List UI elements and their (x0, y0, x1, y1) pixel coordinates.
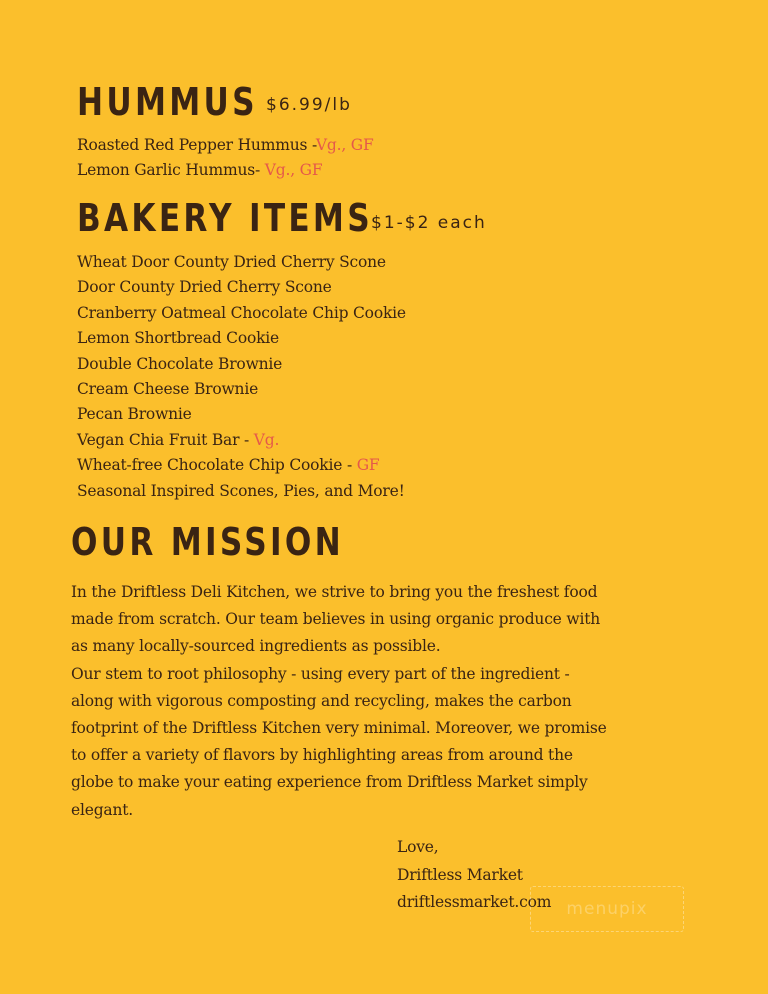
diet-tag: Vg. (253, 430, 280, 449)
mission-line: made from scratch. Our team believes in using organic produce with (71, 610, 601, 629)
list-item (77, 301, 406, 326)
list-item (77, 479, 406, 504)
item-name: Double Chocolate Brownie (77, 354, 283, 373)
bakery-price: $1-$2 each (371, 213, 487, 233)
list-item (77, 326, 406, 351)
website-text: driftlessmarket.com (397, 893, 552, 911)
mission-line: globe to make your eating experience from Driftless Market simply (71, 773, 588, 792)
mission-line: to offer a variety of flavors by highlighting areas from around the (71, 746, 573, 765)
item-name: Vegan Chia Fruit Bar - (77, 430, 254, 449)
item-name: Cream Cheese Brownie (77, 379, 259, 398)
bakery-heading: BAKERY ITEMS (77, 196, 373, 240)
item-name: Door County Dried Cherry Scone (77, 278, 332, 297)
item-name: Wheat Door County Dried Cherry Scone (77, 253, 386, 271)
item-name: Roasted Red Pepper Hummus - (77, 136, 316, 154)
item-name: Lemon Garlic Hummus- (77, 161, 265, 179)
menupix-watermark: menupix (530, 886, 684, 932)
diet-tag: Vg., GF (315, 136, 374, 154)
signoff (397, 834, 551, 917)
item-name: Lemon Shortbread Cookie (77, 329, 280, 348)
item-name: Seasonal Inspired Scones, Pies, and More! (77, 481, 405, 500)
item-name: Pecan Brownie (77, 405, 192, 424)
mission-line: footprint of the Driftless Kitchen very minimal. Moreover, we promise (71, 719, 607, 738)
list-item (77, 453, 406, 478)
diet-tag: Vg., GF (264, 161, 323, 179)
list-item (77, 158, 374, 183)
signoff-name: Driftless Market (397, 865, 523, 884)
item-name: Wheat-free Chocolate Chip Cookie - (77, 456, 357, 475)
mission-line: along with vigorous composting and recycling, makes the carbon (71, 691, 572, 710)
list-item (77, 275, 406, 300)
closing-text: Love, (397, 838, 439, 856)
mission-paragraph (71, 579, 671, 824)
bakery-list (77, 250, 406, 504)
mission-line: elegant. (71, 800, 134, 819)
mission-line: as many locally-sourced ingredients as possible. (71, 637, 441, 656)
hummus-list (77, 133, 374, 183)
list-item (77, 352, 406, 377)
mission-line: Our stem to root philosophy - using every part of the ingredient - (71, 664, 570, 683)
list-item (77, 402, 406, 427)
list-item (77, 428, 406, 453)
diet-tag: GF (356, 456, 380, 475)
list-item (77, 250, 406, 275)
list-item (77, 133, 374, 158)
mission-line: In the Driftless Deli Kitchen, we strive to bring you the freshest food (71, 583, 598, 601)
list-item (77, 377, 406, 402)
item-name: Cranberry Oatmeal Chocolate Chip Cookie (77, 303, 406, 322)
hummus-price: $6.99/lb (266, 95, 352, 115)
mission-heading: OUR MISSION (71, 520, 344, 564)
hummus-heading: HUMMUS (77, 80, 258, 124)
